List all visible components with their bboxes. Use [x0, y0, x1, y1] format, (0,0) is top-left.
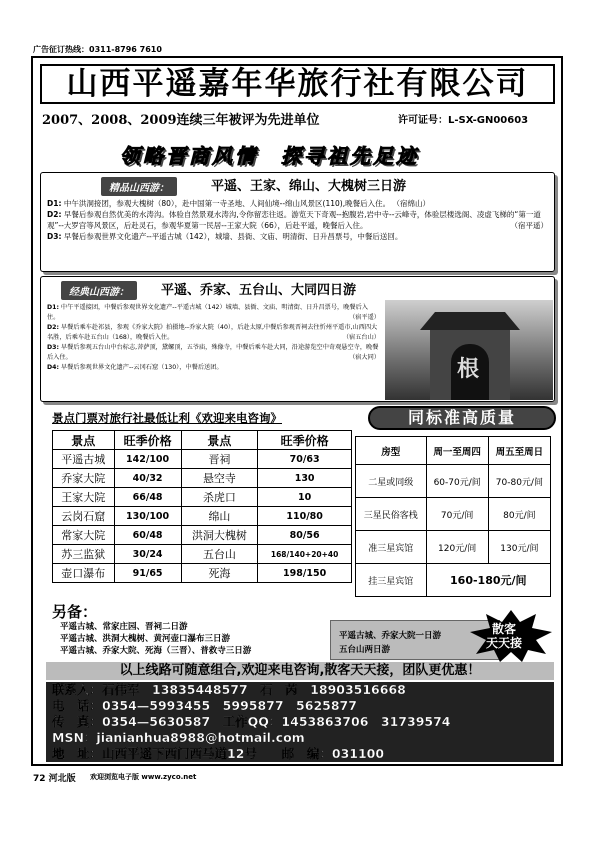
company-name: 山西平遥嘉年华旅行社有限公司	[40, 64, 555, 104]
route1-bar	[101, 177, 554, 195]
table-row: 三星民俗客栈 70元/间 80元/间	[356, 498, 551, 531]
ticket-price-table	[52, 430, 352, 583]
list-item: 平遥古城、乔家大院、死海（三晋）、普救寺三日游	[60, 646, 252, 656]
gate-character: 根	[457, 357, 480, 382]
ad-hotline: 广告征订热线：0311-8796 7610	[33, 45, 162, 54]
contact-address: 地 址：山西平遥下西门西马道12号 邮 编：031100	[52, 746, 385, 761]
table-header: 周一至周四	[426, 437, 488, 465]
contact-phone: 电 话：0354—5993455 5995877 5625877	[52, 698, 357, 713]
contact-fax: 传 真：0354—5630587 工作QQ：1453863706 31739574	[52, 714, 451, 729]
slogan: 领略晋商风情 探寻祖先足迹	[120, 144, 419, 168]
route2-day1: D1: 中午平遥接团，中餐后参观世界文化遗产--平遥古城（142）城墙、县衙、文庙、明清街、日升昌票号，晚餐后入住。 （宿平遥）	[47, 304, 380, 321]
route1-day3: D3: 早餐后参观世界文化遗产--平遥古城（142），城墙、县衙、文庙、明清街、日升昌票号，中餐后送回。	[47, 232, 403, 241]
route1-title: 平遥、王家、绵山、大槐树三日游	[211, 179, 407, 194]
route2-day2: D2: 早餐后乘车赴祁县，参观《乔家大院》拍摄地--乔家大院（40），后赴太原,中餐后参观晋祠去往忻州平遥市,山西四大名胜，后乘车赴五台山（168），晚餐后入住。 （宿五台山）	[47, 324, 380, 341]
page-number: 72 河北版	[33, 774, 76, 784]
route2-bar	[61, 281, 554, 299]
route2-label: 经典山西游：	[61, 281, 137, 300]
route1-box	[40, 172, 555, 272]
table-header: 景点	[181, 431, 258, 450]
list-item: 平遥古城、乔家大院一日游	[339, 631, 442, 641]
footer-site: 欢迎浏览电子版 www.zyco.net	[90, 773, 197, 781]
table-row: 常家大院 60/48 洪洞大槐树 80/56	[53, 526, 352, 545]
contact-msn: MSN：jianianhua8988@hotmail.com	[52, 730, 305, 745]
table-header-row	[356, 437, 551, 465]
table-row: 二星或同级 60-70元/间 70-80元/间	[356, 465, 551, 498]
table-row: 准三星宾馆 120元/间 130元/间	[356, 531, 551, 564]
table-row: 王家大院 66/48 杀虎口 10	[53, 488, 352, 507]
also-title: 另备：	[52, 603, 98, 621]
list-item: 平遥古城、洪洞大槐树、黄河壶口瀑布三日游	[60, 634, 231, 644]
awards-line: 2007、2008、2009连续三年被评为先进单位	[42, 113, 320, 128]
table-header: 旺季价格	[258, 431, 352, 450]
combo-notice: 以上线路可随意组合,欢迎来电咨询,散客天天接，团队更优惠！	[46, 662, 554, 680]
table-header: 旺季价格	[114, 431, 181, 450]
quality-banner: 同标准高质量	[368, 406, 556, 430]
route1-day1: D1: 中午洪洞接团，参观大槐树（80），赴中国第一寺圣地、人间仙境--绵山风景区(110),晚餐后入住。 （宿绵山）	[47, 199, 430, 208]
route2-title: 平遥、乔家、五台山、大同四日游	[161, 283, 357, 298]
contact-person: 联系人：石伟军 13835448577 石 芮 18903516668	[52, 682, 406, 697]
list-item: 平遥古城、常家庄园、晋祠二日游	[60, 622, 188, 632]
table-header: 周五至周日	[488, 437, 550, 465]
temple-gate-photo	[385, 300, 553, 400]
table-row: 壶口瀑布 91/65 死海 198/150	[53, 564, 352, 583]
route1-day2: D2: 早餐后参观自然优美的水涛沟。体验自然景观水涛沟,令你留恋往返。游览天下奇观--抱腹岩,岩中寺--云峰寺，体验层楼选阁、凌虚飞梯的“第一道观”--大罗宫等风景区，后赴灵石，参观华夏第一民居--王家大院（66），后赴平遥，晚餐后入住。 （宿平遥）	[47, 210, 548, 230]
route2-day4: D4: 早餐后参观世界文化遗产--云冈石窟（130），中餐后送团。	[47, 364, 223, 371]
table-header: 景点	[53, 431, 115, 450]
table-row: 苏三监狱 30/24 五台山 168/140+20+40	[53, 545, 352, 564]
list-item: 五台山两日游	[339, 645, 391, 655]
table-row: 挂三星宾馆 160-180元/间	[356, 564, 551, 597]
table-row: 乔家大院 40/32 悬空寺 130	[53, 469, 352, 488]
starburst-text: 散客 天天接	[486, 622, 523, 650]
table-row: 云岗石窟 130/100 绵山 110/80	[53, 507, 352, 526]
contact-block	[46, 682, 554, 762]
table-header-row	[53, 431, 352, 450]
hotel-price-table	[355, 436, 551, 597]
route2-day3: D3: 早餐后参观五台山中台标志,菩萨顶，黛螺顶，五爷庙，殊像寺，中餐后乘车赴大同，沿途游览空中奇观悬空寺，晚餐后入住。 （宿大同）	[47, 344, 380, 361]
route1-label: 精品山西游：	[101, 177, 177, 196]
table-header: 房型	[356, 437, 427, 465]
table-row: 平遥古城 142/100 晋祠 70/63	[53, 450, 352, 469]
also-list	[60, 621, 251, 657]
tickets-title: 景点门票对旅行社最低让利《欢迎来电咨询》	[52, 411, 282, 425]
license-number: 许可证号：L-SX-GN00603	[398, 115, 529, 126]
